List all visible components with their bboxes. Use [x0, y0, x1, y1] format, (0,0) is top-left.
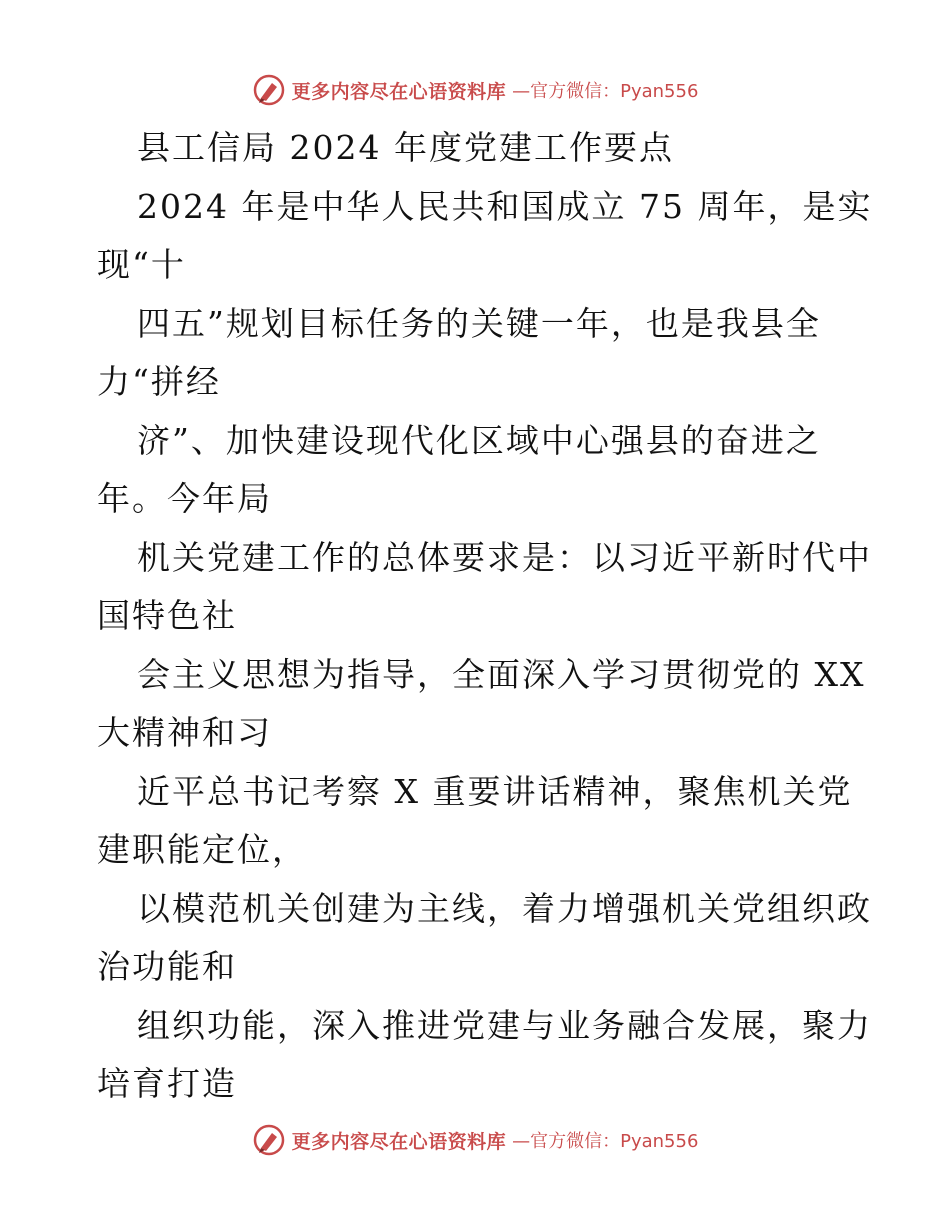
pen-logo-icon [252, 1123, 286, 1157]
pen-logo-icon [252, 73, 286, 107]
paragraph-line: 国特色社 [97, 596, 237, 635]
paragraph-line: 力“拼经 [97, 362, 221, 401]
watermark-main-text: 更多内容尽在心语资料库 [291, 80, 507, 103]
paragraph-line: 年。今年局 [97, 479, 272, 518]
paragraph-line: 治功能和 [97, 947, 237, 986]
paragraph-line: 组织功能，深入推进党建与业务融合发展，聚力 [137, 1006, 872, 1045]
paragraph-line: 济”、加快建设现代化区域中心强县的奋进之 [137, 421, 821, 460]
watermark-header [0, 70, 950, 110]
paragraph-line: 培育打造 [97, 1064, 237, 1103]
paragraph-line: 四五”规划目标任务的关键一年，也是我县全 [137, 304, 821, 343]
paragraph-line: 近平总书记考察 X 重要讲话精神，聚焦机关党 [137, 772, 853, 811]
paragraph-line: 机关党建工作的总体要求是：以习近平新时代中 [137, 538, 872, 577]
watermark-sub-text: —官方微信：Pyan556 [512, 81, 699, 102]
paragraph-line: 以模范机关创建为主线，着力增强机关党组织政 [137, 889, 872, 928]
paragraph-line: 会主义思想为指导，全面深入学习贯彻党的 XX [137, 655, 866, 694]
watermark-main-text: 更多内容尽在心语资料库 [291, 1130, 507, 1153]
watermark-footer [0, 1120, 950, 1160]
document-title: 县工信局 2024 年度党建工作要点 [137, 128, 674, 167]
paragraph-line: 现“十 [97, 245, 186, 284]
watermark-sub-text: —官方微信：Pyan556 [512, 1131, 699, 1152]
paragraph-line: 2024 年是中华人民共和国成立 75 周年，是实 [137, 187, 873, 226]
paragraph-line: 建职能定位， [97, 830, 307, 869]
paragraph-line: 大精神和习 [97, 713, 272, 752]
